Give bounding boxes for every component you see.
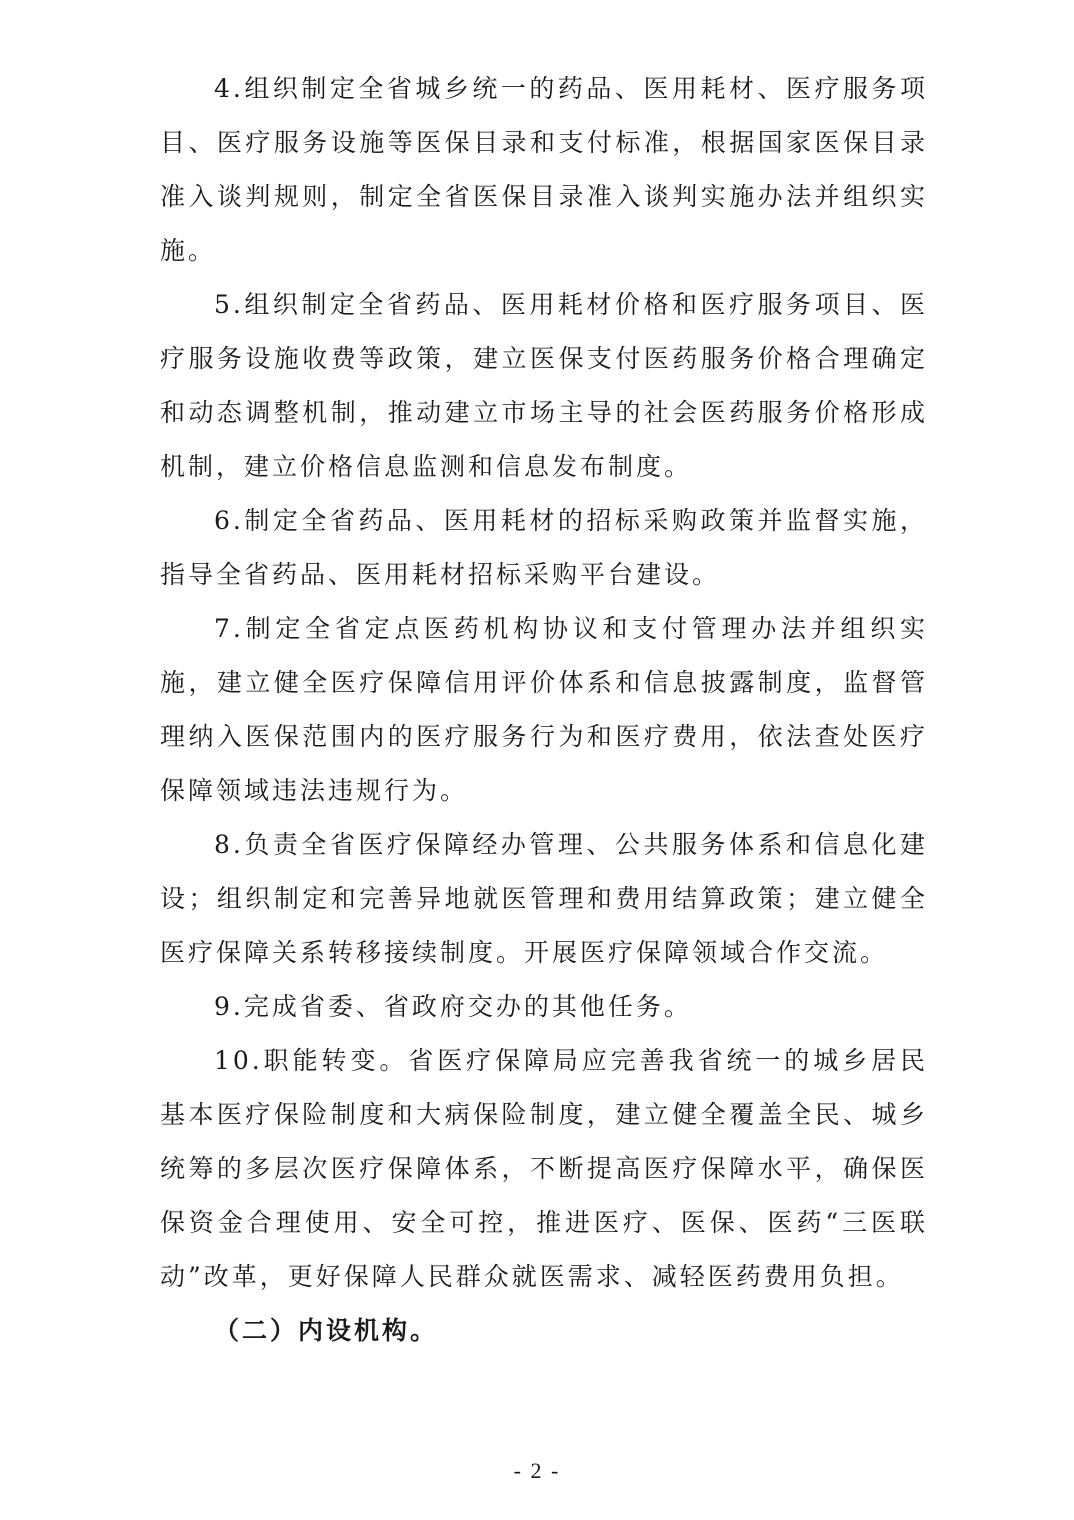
- page-number: - 2 -: [513, 1458, 561, 1483]
- paragraph-item-5: 5.组织制定全省药品、医用耗材价格和医疗服务项目、医疗服务设施收费等政策，建立医保支付医药服务价格合理确定和动态调整机制，推动建立市场主导的社会医药服务价格形成机制，建立价格信息监测和信息发布制度。: [160, 290, 928, 481]
- paragraph-item-4: 4.组织制定全省城乡统一的药品、医用耗材、医疗服务项目、医疗服务设施等医保目录和支付标准，根据国家医保目录准入谈判规则，制定全省医保目录准入谈判实施办法并组织实施。: [160, 74, 928, 265]
- document-body: [160, 62, 928, 1358]
- paragraph-item-10: 10.职能转变。省医疗保障局应完善我省统一的城乡居民基本医疗保险制度和大病保险制度，建立健全覆盖全民、城乡统筹的多层次医疗保障体系，不断提高医疗保障水平，确保医保资金合理使用、安全可控，推进医疗、医保、医药“三医联动”改革，更好保障人民群众就医需求、减轻医药费用负担。: [160, 1046, 928, 1291]
- paragraph-item-6: 6.制定全省药品、医用耗材的招标采购政策并监督实施，指导全省药品、医用耗材招标采购平台建设。: [160, 506, 928, 589]
- paragraph-item-8: 8.负责全省医疗保障经办管理、公共服务体系和信息化建设；组织制定和完善异地就医管理和费用结算政策；建立健全医疗保障关系转移接续制度。开展医疗保障领域合作交流。: [160, 830, 928, 967]
- paragraph-item-7: 7.制定全省定点医药机构协议和支付管理办法并组织实施，建立健全医疗保障信用评价体系和信息披露制度，监督管理纳入医保范围内的医疗服务行为和医疗费用，依法查处医疗保障领域违法违规行为。: [160, 614, 928, 805]
- section-heading: （二）内设机构。: [214, 1316, 439, 1345]
- paragraph-item-9: 9.完成省委、省政府交办的其他任务。: [214, 992, 692, 1021]
